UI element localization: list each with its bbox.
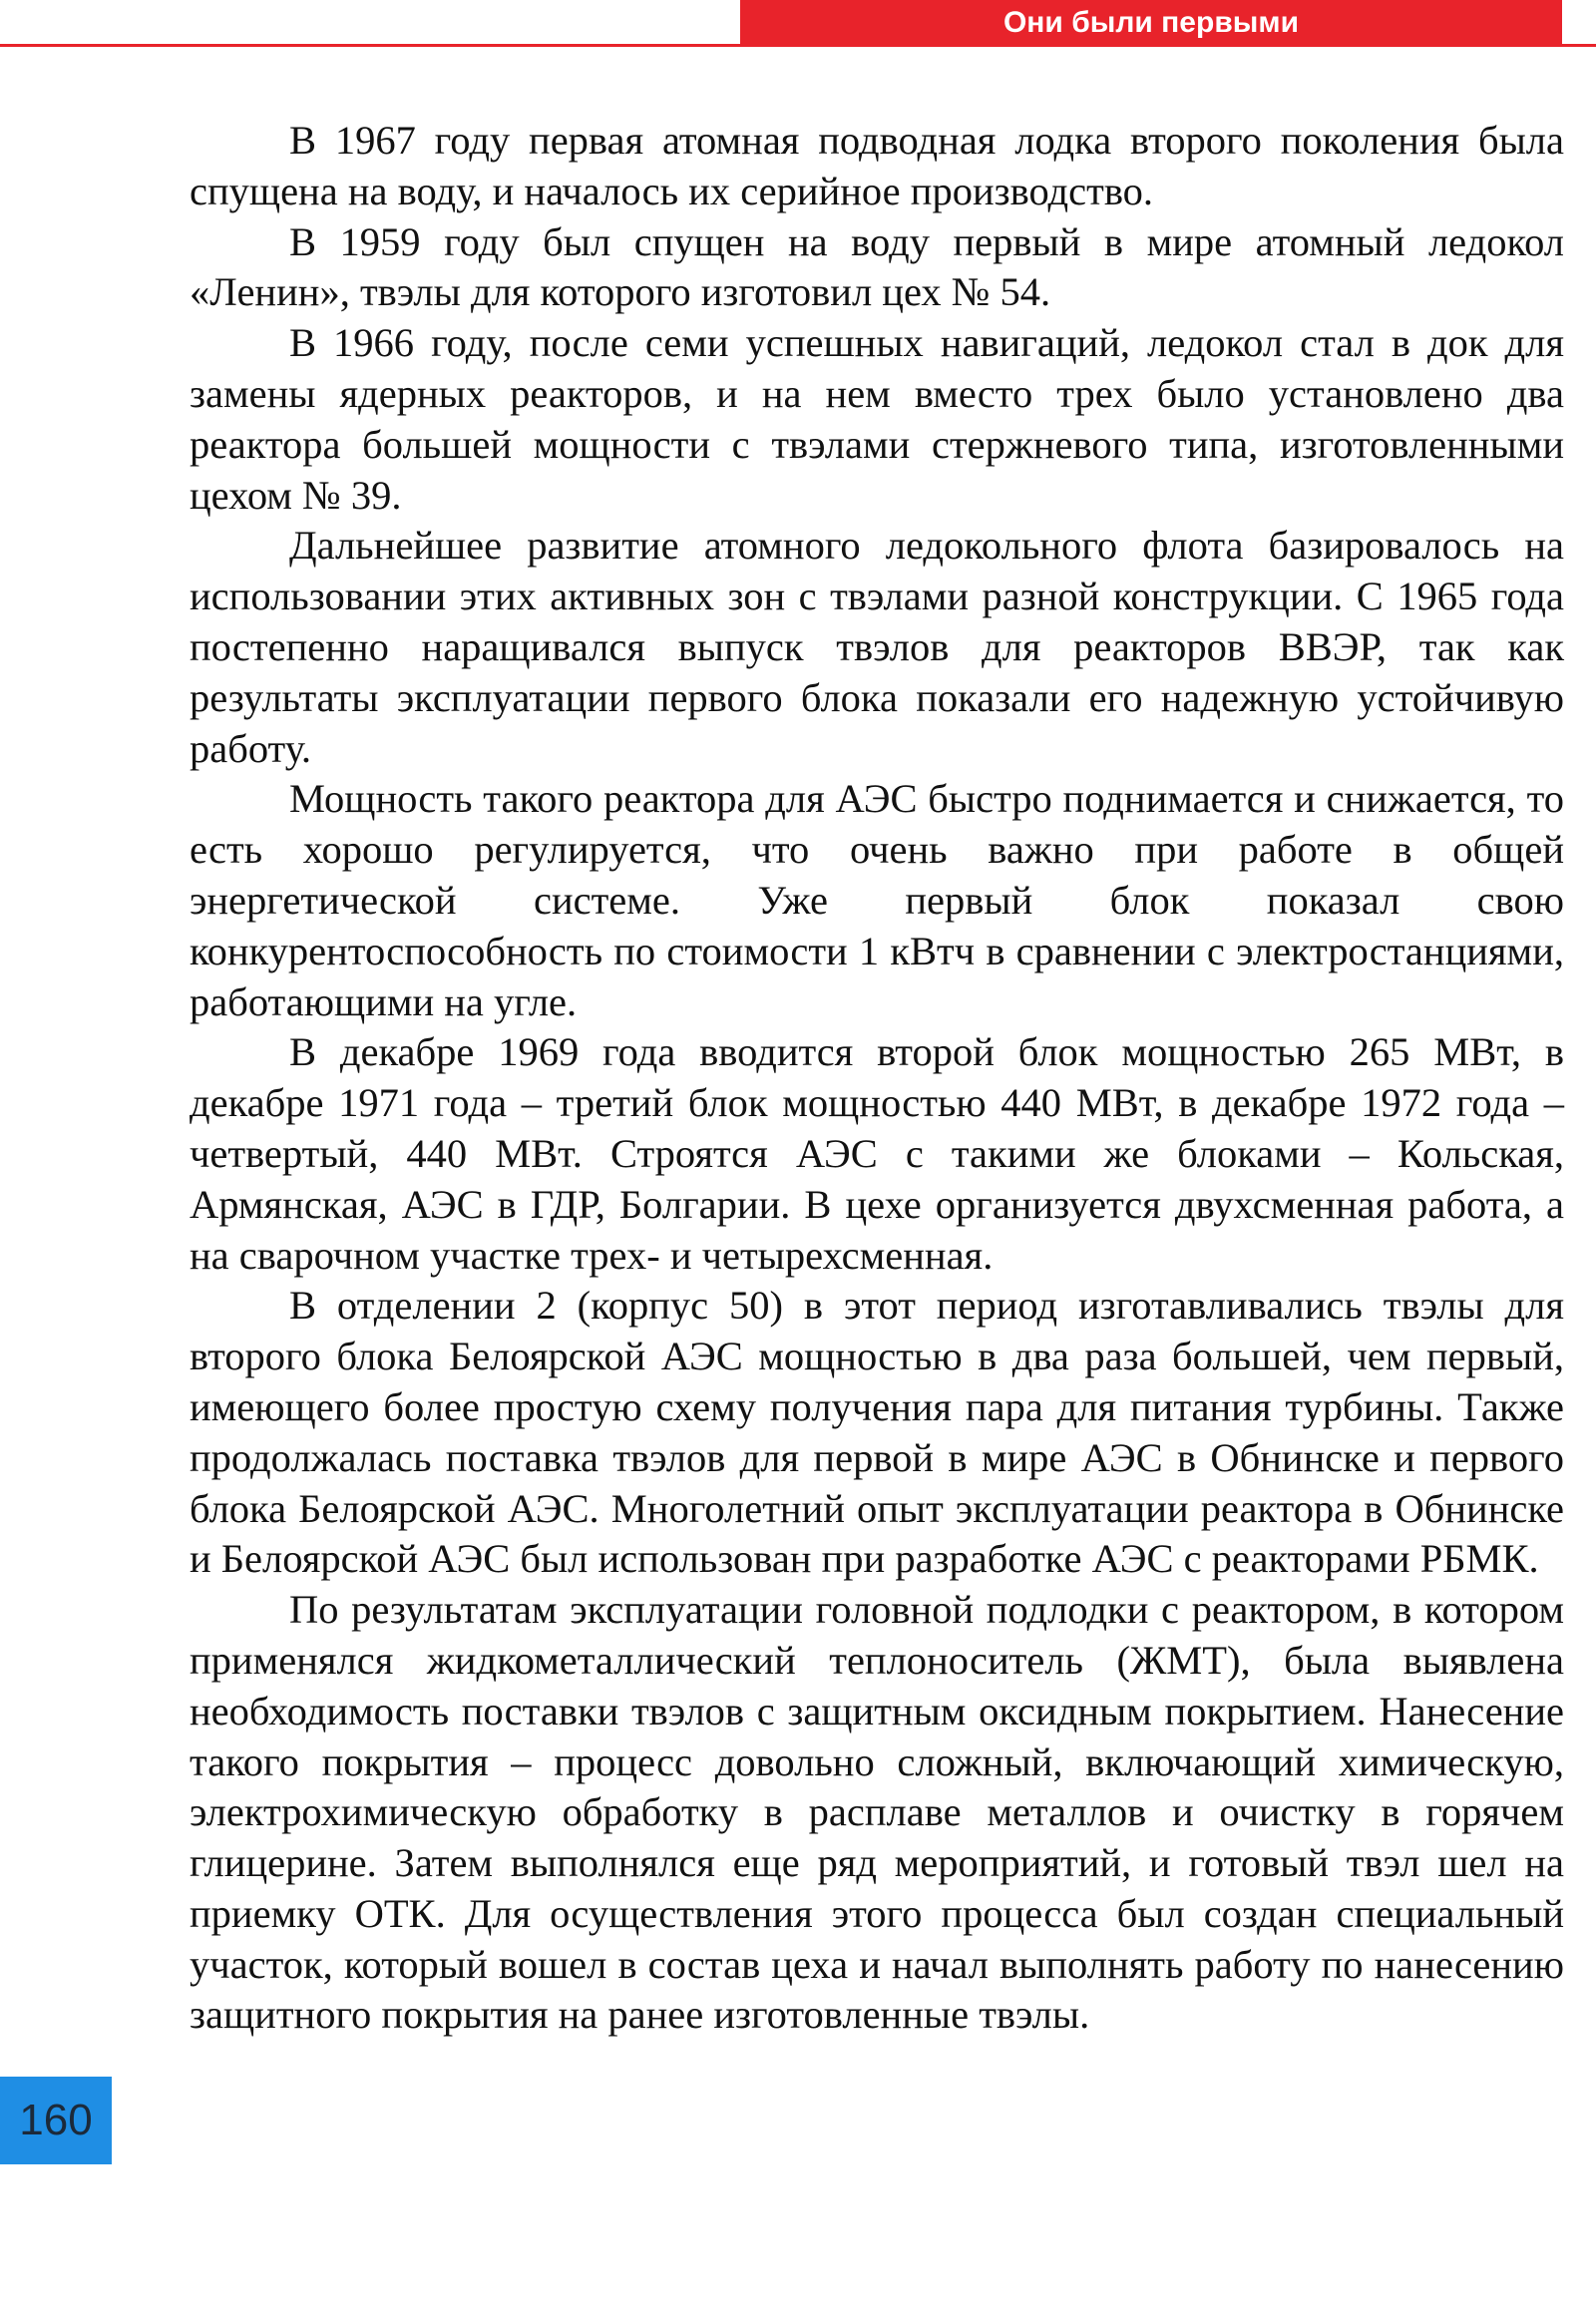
section-title: Они были первыми: [740, 0, 1562, 46]
paragraph: Дальнейшее развитие атомного ледокольного флота базировалось на использовании этих активных зон с твэлами разной конструкции. С 1965 года постепенно наращивался выпуск твэлов для реакторов ВВЭР, так как результаты эксплуатации первого блока показали его надежную устойчивую работу.: [190, 523, 1564, 771]
paragraph: В 1967 году первая атомная подводная лодка второго поколения была спущена на воду, и началось их серийное производство.: [190, 118, 1564, 213]
article-body: [190, 116, 1564, 2041]
paragraph: В 1966 году, после семи успешных навигаций, ледокол стал в док для замены ядерных реакторов, и на нем вместо трех было установлено два реактора большей мощности с твэлами стержневого типа, изготовленными цехом № 39.: [190, 320, 1564, 518]
paragraph: В отделении 2 (корпус 50) в этот период изготавливались твэлы для второго блока Белоярской АЭС мощностью в два раза большей, чем первый, имеющего более простую схему получения пара для питания турбины. Также продолжалась поставка твэлов для первой в мире АЭС в Обнинске и первого блока Белоярской АЭС. Многолетний опыт эксплуатации реактора в Обнинске и Белоярской АЭС был использован при разработке АЭС с реакторами РБМК.: [190, 1283, 1564, 1582]
paragraph: Мощность такого реактора для АЭС быстро поднимается и снижается, то есть хорошо регулируется, что очень важно при работе в общей энергетической системе. Уже первый блок показал свою конкурентоспособность по стоимости 1 кВтч в сравнении с электростанциями, работающими на угле.: [190, 776, 1564, 1024]
paragraph: В декабре 1969 года вводится второй блок мощностью 265 МВт, в декабре 1971 года – третий блок мощностью 440 МВт, в декабре 1972 года – четвертый, 440 МВт. Строятся АЭС с такими же блоками – Кольская, Армянская, АЭС в ГДР, Болгарии. В цехе организуется двухсменная работа, а на сварочном участке трех- и четырехсменная.: [190, 1029, 1564, 1278]
paragraph: В 1959 году был спущен на воду первый в мире атомный ледокол «Ленин», твэлы для которого изготовил цех № 54.: [190, 218, 1564, 315]
page-number: 160: [0, 2077, 112, 2164]
paragraph: По результатам эксплуатации головной подлодки с реактором, в котором применялся жидкометаллический теплоноситель (ЖМТ), была выявлена необходимость поставки твэлов с защитным оксидным покрытием. Нанесение такого покрытия – процесс довольно сложный, включающий химическую, электрохимическую обработку в расплаве металлов и очистку в горячем глицерине. Затем выполнялся еще ряд мероприятий, и готовый твэл шел на приемку ОТК. Для осуществления этого процесса был создан специальный участок, который вошел в состав цеха и начал выполнять работу по нанесению защитного покрытия на ранее изготовленные твэлы.: [190, 1587, 1564, 2038]
